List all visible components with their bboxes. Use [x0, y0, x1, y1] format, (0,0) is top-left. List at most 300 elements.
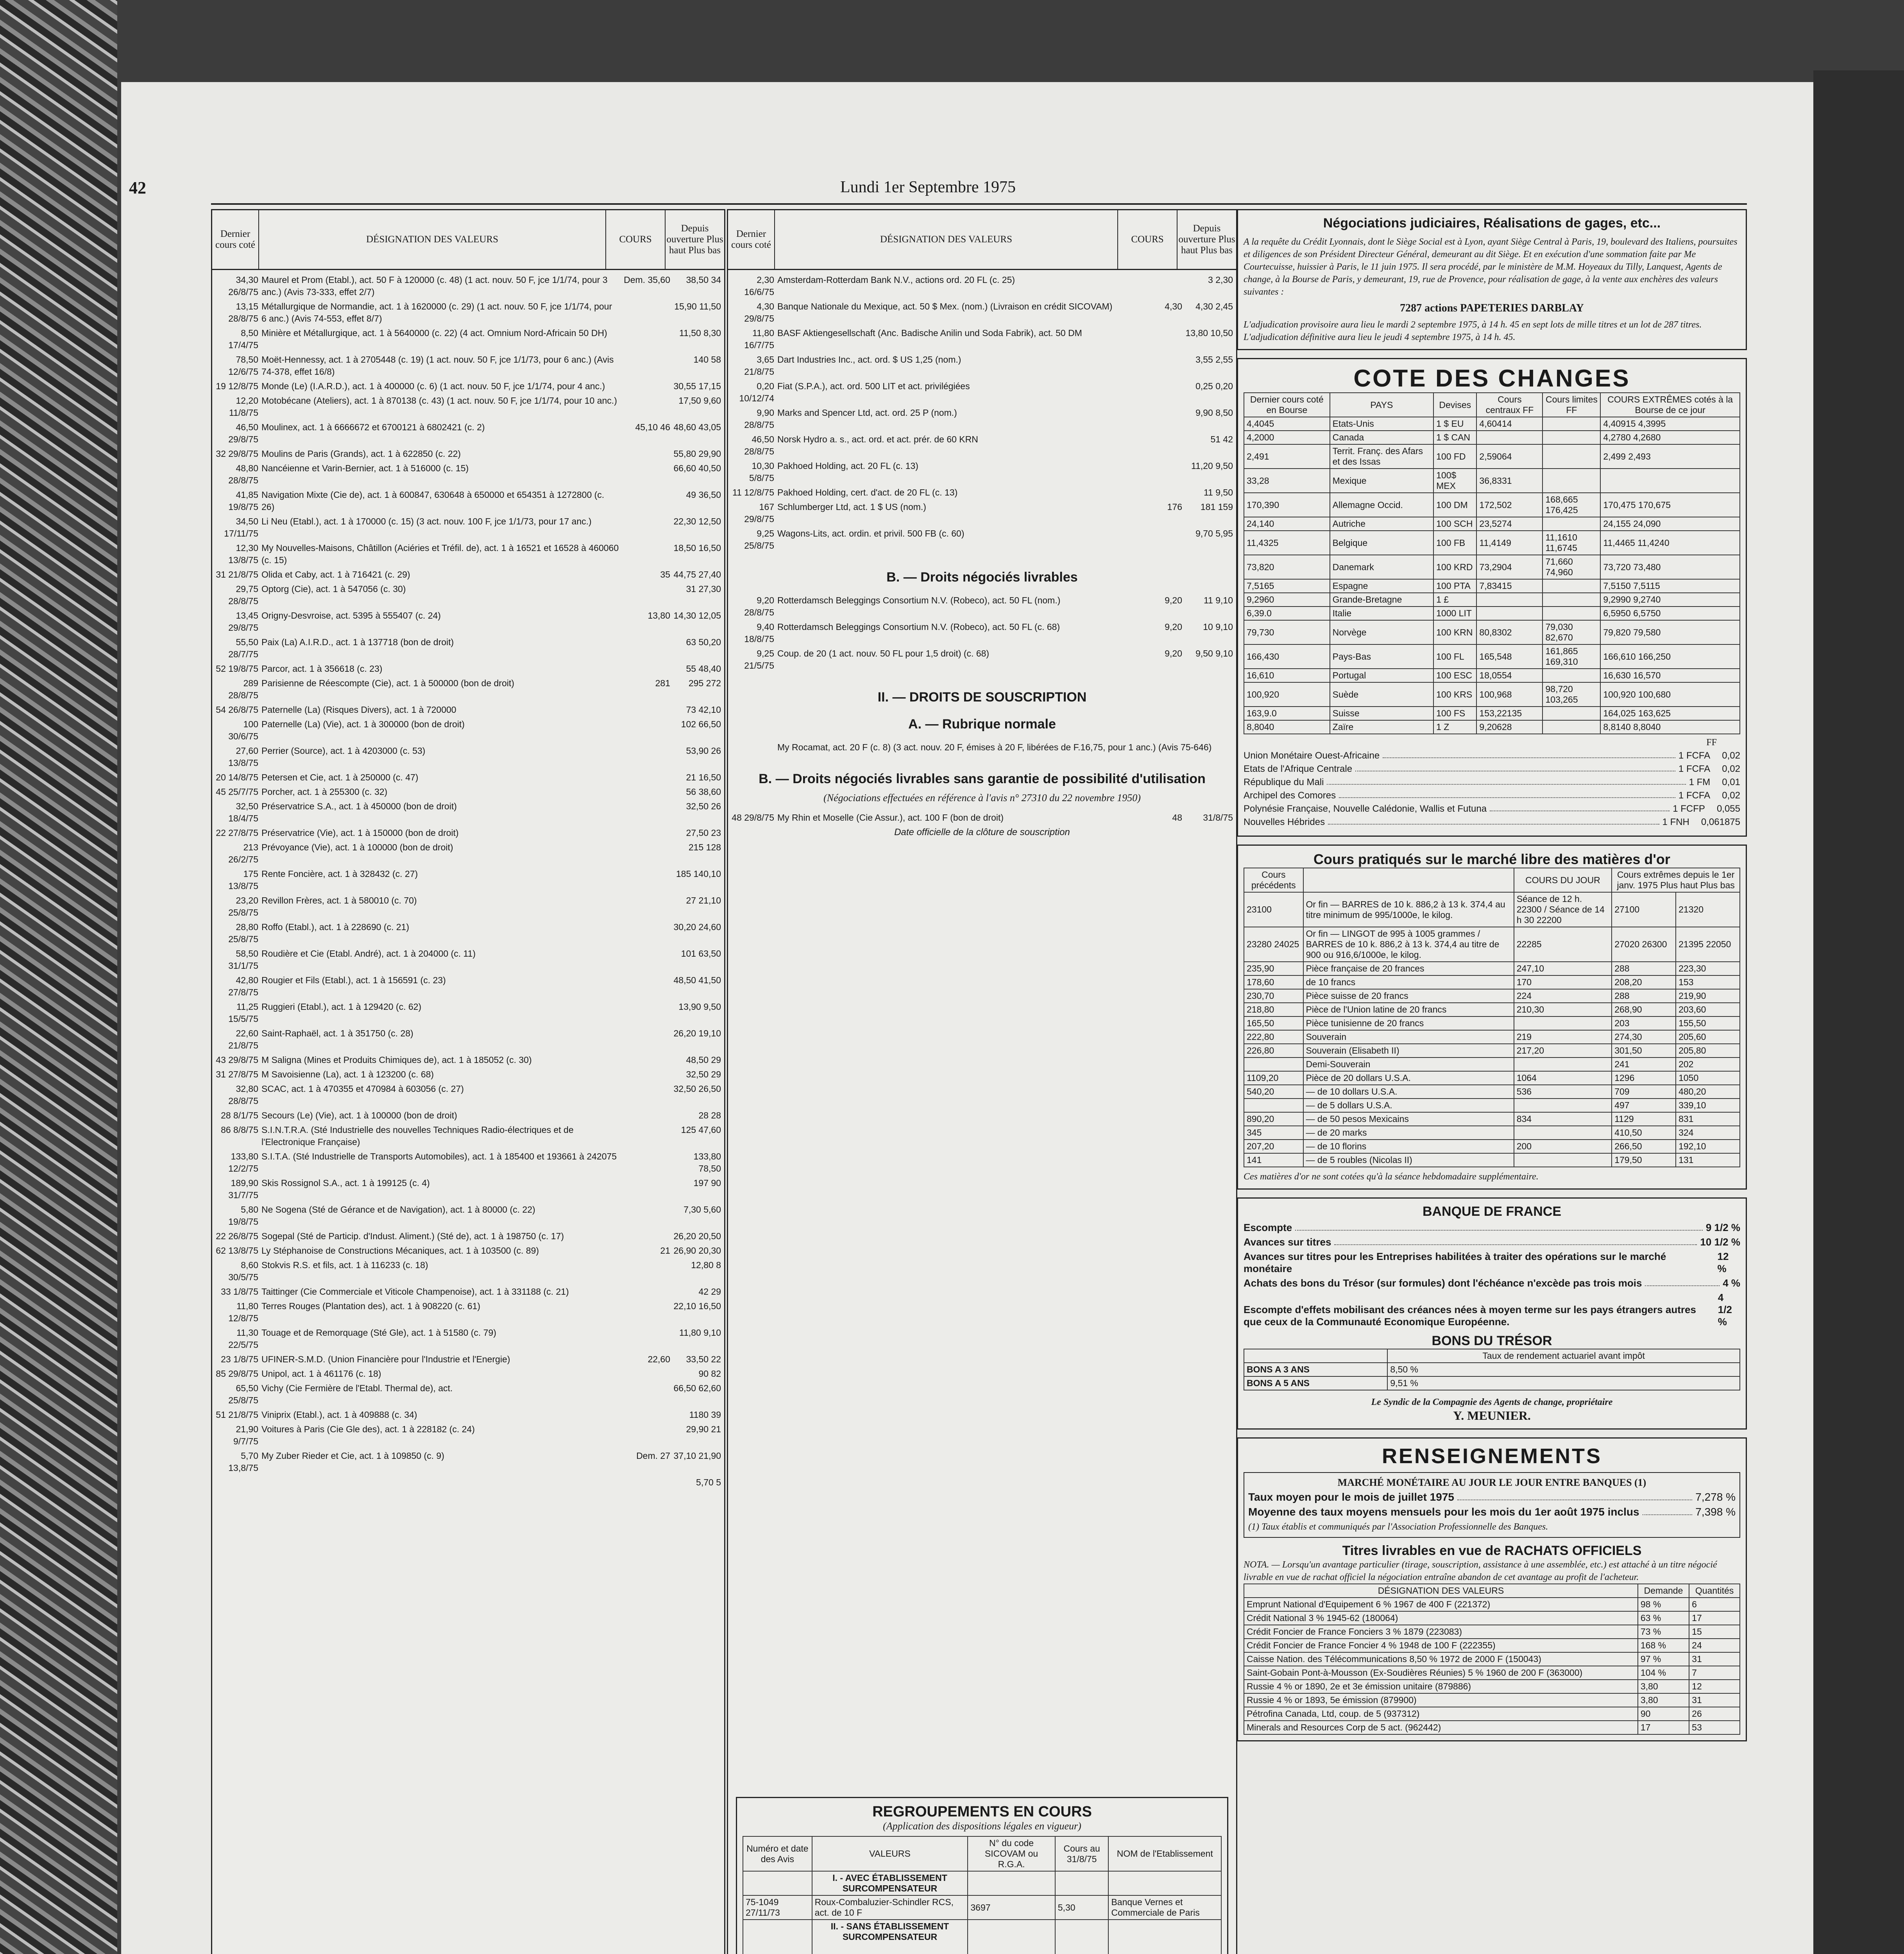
rachat-row	[1244, 1598, 1740, 1611]
or-label: Pièce suisse de 20 francs	[1303, 989, 1514, 1003]
row-cours	[619, 1001, 670, 1025]
banque-box	[1237, 1197, 1747, 1430]
or-label: Or fin — BARRES de 10 k. 886,2 à 13 k. 374,4 au titre minimum de 995/1000e, le kilog.	[1303, 892, 1514, 927]
regroupements-title: REGROUPEMENTS EN COURS	[872, 1804, 1092, 1820]
row-cote: 10,30 5/8/75	[749, 461, 774, 483]
row-cote: 31 27/8/75	[216, 1069, 258, 1079]
or-row	[1244, 1071, 1740, 1085]
rachat-row	[1244, 1680, 1740, 1693]
or-jour	[1514, 1126, 1612, 1140]
change-central: 11,4149	[1476, 531, 1543, 555]
banque-line	[1244, 1236, 1740, 1248]
row-b2	[728, 808, 1236, 843]
or-title: Cours pratiqués sur le marché libre des matières d'or	[1313, 851, 1670, 867]
row-cours	[619, 1027, 670, 1052]
table-row	[215, 1476, 721, 1489]
bons-3-value: 8,50 %	[1387, 1363, 1740, 1376]
row-cours: Dem. 27	[636, 1451, 670, 1461]
change-ext: 170,475 170,675	[1600, 493, 1740, 517]
table-row	[215, 1124, 721, 1148]
row-cote: 12,30 13/8/75	[228, 543, 258, 565]
changes-title: COTE DES CHANGES	[1353, 365, 1630, 392]
row-range: 42 29	[698, 1287, 721, 1297]
change-limites	[1543, 669, 1600, 682]
or-prev: 235,90	[1244, 962, 1303, 975]
table-row	[731, 274, 1233, 298]
row-range: 9,50 9,10	[1195, 648, 1233, 658]
change-devise: 1 $ CAN	[1433, 431, 1476, 444]
table-row	[215, 489, 721, 513]
rachat-q: 24	[1689, 1639, 1740, 1652]
row-designation: Parcor, act. 1 à 356618 (c. 23)	[261, 664, 383, 674]
section-b2-note: (Négociations effectuées en référence à l'avis n° 27310 du 22 novembre 1950)	[823, 792, 1141, 803]
rachat-dem: 98 %	[1638, 1598, 1689, 1611]
row-range: 13,90 9,50	[678, 1002, 721, 1012]
table-row	[215, 1204, 721, 1228]
table-row	[215, 1382, 721, 1406]
row-designation: Secours (Le) (Vie), act. 1 à 100000 (bon de droit)	[261, 1110, 457, 1120]
row-range: 12,80 8	[691, 1260, 721, 1270]
or-row	[1244, 1085, 1740, 1099]
table-row	[215, 841, 721, 866]
row-cours	[619, 1423, 670, 1448]
row-cours	[1131, 487, 1182, 499]
table-row	[731, 594, 1233, 619]
change-central: 172,502	[1476, 493, 1543, 517]
row-designation: M Savoisienne (La), act. 1 à 123200 (c. 68)	[261, 1069, 434, 1079]
row-cote: 189,90 31/7/75	[228, 1178, 258, 1200]
row-cote: 167 29/8/75	[744, 502, 774, 524]
or-high: 27020 26300	[1612, 927, 1676, 962]
banque-line	[1244, 1292, 1740, 1328]
row-cote: 11,80 12/8/75	[228, 1301, 258, 1323]
change-central: 100,968	[1476, 682, 1543, 707]
col-jour: COURS DU JOUR	[1514, 868, 1612, 892]
col-last: Dernier cours coté en Bourse	[1244, 393, 1330, 417]
ff-label: FF	[1706, 737, 1717, 748]
changes-table	[1244, 392, 1740, 734]
row-designation: Taittinger (Cie Commerciale et Viticole Champenoise), act. 1 à 331188 (c. 21)	[261, 1287, 569, 1297]
header-cours: COURS	[1118, 210, 1177, 269]
change-central: 36,8331	[1476, 469, 1543, 493]
rachat-row	[1244, 1639, 1740, 1652]
change-pays: Portugal	[1330, 669, 1433, 682]
rachat-dem: 168 %	[1638, 1639, 1689, 1652]
or-jour: 536	[1514, 1085, 1612, 1099]
row-cours	[619, 1230, 670, 1242]
row-designation: Touage et de Remorquage (Sté Gle), act. 1 à 51580 (c. 79)	[261, 1328, 496, 1338]
change-ext: 8,8140 8,8040	[1600, 720, 1740, 734]
change-ext: 166,610 166,250	[1600, 644, 1740, 669]
section-b-title: B. — Droits négociés livrables	[886, 570, 1078, 585]
or-high: 266,50	[1612, 1140, 1676, 1153]
or-low: 155,50	[1676, 1016, 1740, 1030]
table-row	[215, 274, 721, 298]
table-row	[215, 771, 721, 784]
change-pays: Espagne	[1330, 579, 1433, 593]
row-cote: 175 13/8/75	[228, 869, 258, 891]
left-rows	[212, 270, 724, 1495]
row-designation: Prévoyance (Vie), act. 1 à 100000 (bon de droit)	[261, 842, 453, 852]
table-row	[215, 868, 721, 892]
row-cote	[215, 1476, 261, 1489]
row-designation: Monde (Le) (I.A.R.D.), act. 1 à 400000 (c. 6) (1 act. nouv. 50 F, jce 1/1/74, pour 4 anc.)	[261, 381, 605, 391]
or-high: 709	[1612, 1085, 1676, 1099]
or-label: Pièce tunisienne de 20 francs	[1303, 1016, 1514, 1030]
or-high: 203	[1612, 1016, 1676, 1030]
table-row	[215, 421, 721, 446]
row-cote: 27,60 13/8/75	[228, 746, 258, 768]
row-designation: UFINER-S.M.D. (Union Financière pour l'Industrie et l'Energie)	[261, 1354, 510, 1364]
table-row	[215, 380, 721, 392]
row-cote: 85 29/8/75	[216, 1369, 258, 1379]
row-cote: 45 25/7/75	[216, 787, 258, 797]
or-label: Or fin — LINGOT de 995 à 1005 grammes / BARRES de 10 k. 886,2 à 13 k. 374,4 au titre de 900 ou 916,6/1000e, le kilog.	[1303, 927, 1514, 962]
table-row	[215, 1109, 721, 1122]
col-quantites: Quantités	[1689, 1584, 1740, 1598]
change-limites: 79,030 82,670	[1543, 620, 1600, 644]
row-cote: 22 27/8/75	[216, 828, 258, 838]
or-low: 203,60	[1676, 1003, 1740, 1016]
table-row	[215, 462, 721, 487]
or-label: de 10 francs	[1303, 975, 1514, 989]
row-range: 140 58	[693, 354, 721, 365]
change-limites	[1543, 720, 1600, 734]
rachats-nota: NOTA. — Lorsqu'un avantage particulier (tirage, souscription, assistance à une assemblée, etc.) est attaché à un titre négocié livrable en vue de rachat officiel la négociation entraîne abandon de cet avantage au profit de l'acheteur.	[1244, 1560, 1717, 1582]
header-designation: DÉSIGNATION DES VALEURS	[775, 210, 1118, 269]
row-cote: 32,50 18/4/75	[228, 801, 258, 823]
row-cote: 23,20 25/8/75	[228, 895, 258, 918]
change-ext: 4,40915 4,3995	[1600, 417, 1740, 431]
change-row	[1244, 720, 1740, 734]
row-cote: 48 29/8/75	[732, 812, 774, 823]
row-cours: 9,20	[1165, 595, 1182, 605]
date-cloture-label: Date officielle de la clôture de souscription	[894, 827, 1070, 837]
row-designation: Optorg (Cie), act. 1 à 547056 (c. 30)	[261, 584, 406, 594]
table-row	[215, 1151, 721, 1175]
change-limites	[1543, 607, 1600, 620]
or-label: Pièce de 20 dollars U.S.A.	[1303, 1071, 1514, 1085]
bons-3-label: BONS A 3 ANS	[1244, 1363, 1387, 1376]
bons-table	[1244, 1349, 1740, 1390]
row-range: 295 272	[688, 678, 721, 688]
rachat-dem: 104 %	[1638, 1666, 1689, 1680]
table-row	[215, 1327, 721, 1351]
or-high: 179,50	[1612, 1153, 1676, 1167]
change-devise: 100 KRS	[1433, 682, 1476, 707]
row-cours	[1131, 528, 1182, 552]
row-cours	[619, 1259, 670, 1283]
row-cours	[619, 1068, 670, 1081]
change-ext: 73,720 73,480	[1600, 555, 1740, 579]
row-range: 11,20 9,50	[1191, 461, 1233, 471]
row-cote: 34,30 26/8/75	[228, 275, 258, 297]
row-cote: 54 26/8/75	[216, 705, 258, 715]
row-cours	[619, 462, 670, 487]
rachat-q: 31	[1689, 1652, 1740, 1666]
change-pays: Italie	[1330, 607, 1433, 620]
row-designation: BASF Aktiengesellschaft (Anc. Badische Anilin und Soda Fabrik), act. 50 DM	[777, 328, 1082, 338]
row-designation: Schlumberger Ltd, act. 1 $ US (nom.)	[777, 502, 926, 512]
taux-juillet-value: 7,278 %	[1695, 1491, 1736, 1503]
or-jour: 224	[1514, 989, 1612, 1003]
row-cours	[619, 895, 670, 919]
change-devise: 100 FD	[1433, 444, 1476, 469]
col-extremes: COURS EXTRÊMES cotés à la Bourse de ce jour	[1600, 393, 1740, 417]
row-cours	[1131, 354, 1182, 378]
change-central	[1476, 607, 1543, 620]
or-high: 27100	[1612, 892, 1676, 927]
zone-name: Etats de l'Afrique Centrale	[1244, 764, 1353, 774]
or-prev: 890,20	[1244, 1112, 1303, 1126]
cours-cell: 5,30	[1055, 1895, 1109, 1920]
change-ext: 11,4465 11,4240	[1600, 531, 1740, 555]
change-ext: 79,820 79,580	[1600, 620, 1740, 644]
table-row	[731, 433, 1233, 458]
or-row	[1244, 1099, 1740, 1112]
row-cours	[619, 827, 670, 839]
change-limites	[1543, 469, 1600, 493]
row-designation: Roffo (Etabl.), act. 1 à 228690 (c. 21)	[261, 922, 410, 932]
or-row	[1244, 1058, 1740, 1071]
row-cours	[619, 515, 670, 540]
row-cours	[619, 868, 670, 892]
zone-line	[1244, 817, 1740, 828]
table-row	[215, 569, 721, 581]
row-cours: 281	[655, 678, 670, 688]
row-designation: Parisienne de Réescompte (Cie), act. 1 à 500000 (bon de droit)	[261, 678, 514, 688]
rachat-d: Minerals and Resources Corp de 5 act. (962442)	[1244, 1721, 1638, 1734]
row-range: 14,30 12,05	[673, 610, 721, 621]
table-row	[215, 718, 721, 743]
table-row	[215, 448, 721, 460]
row-cote: 0,20 10/12/74	[739, 381, 774, 403]
table-row	[215, 301, 721, 325]
row-cote: 32 29/8/75	[216, 449, 258, 459]
banque-value: 4 %	[1723, 1277, 1740, 1289]
row-range: 11,80 9,10	[679, 1328, 721, 1338]
change-central: 2,59064	[1476, 444, 1543, 469]
change-last: 166,430	[1244, 644, 1330, 669]
table-row	[215, 395, 721, 419]
rachat-dem: 63 %	[1638, 1611, 1689, 1625]
or-prev: 230,70	[1244, 989, 1303, 1003]
zone-unit: 1 FM	[1689, 777, 1711, 787]
banque-value: 9 1/2 %	[1705, 1222, 1740, 1233]
row-range: 11 9,10	[1203, 595, 1233, 605]
or-prev: 207,20	[1244, 1140, 1303, 1153]
zone-unit: 1 FCFA	[1678, 764, 1711, 774]
change-devise: 100 DM	[1433, 493, 1476, 517]
banque-line	[1244, 1277, 1740, 1289]
row-designation: Paternelle (La) (Vie), act. 1 à 300000 (bon de droit)	[261, 719, 465, 729]
row-cours	[619, 583, 670, 607]
change-devise: 100 KRD	[1433, 555, 1476, 579]
row-cote: 11,80 16/7/75	[744, 328, 774, 350]
row-range: 27 21,10	[686, 895, 721, 905]
change-row	[1244, 579, 1740, 593]
zone-value: 0,02	[1722, 790, 1740, 801]
table-row	[731, 501, 1233, 525]
row-range: 38,50 34	[686, 275, 721, 285]
table-row	[731, 327, 1233, 351]
row-cours	[1131, 460, 1182, 484]
or-label: — de 5 roubles (Nicolas II)	[1303, 1153, 1514, 1167]
change-central: 165,548	[1476, 644, 1543, 669]
row-cours	[619, 745, 670, 769]
or-jour	[1514, 1099, 1612, 1112]
or-row	[1244, 989, 1740, 1003]
change-ext: 24,155 24,090	[1600, 517, 1740, 531]
change-ext: 16,630 16,570	[1600, 669, 1740, 682]
change-pays: Territ. Franç. des Afars et des Issas	[1330, 444, 1433, 469]
rachats-title: Titres livrables en vue de RACHATS OFFICIELS	[1342, 1543, 1642, 1558]
change-ext: 164,025 163,625	[1600, 707, 1740, 720]
change-last: 73,820	[1244, 555, 1330, 579]
change-row	[1244, 493, 1740, 517]
change-devise: 100 KRN	[1433, 620, 1476, 644]
row-range: 1180 39	[689, 1410, 721, 1420]
change-limites	[1543, 444, 1600, 469]
row-designation: Unipol, act. 1 à 461176 (c. 18)	[261, 1369, 381, 1379]
row-range: 133,80 78,50	[693, 1151, 721, 1174]
or-low: 1050	[1676, 1071, 1740, 1085]
table-row	[215, 1245, 721, 1257]
row-cote: 86 8/8/75	[221, 1125, 258, 1135]
row-designation: Norsk Hydro a. s., act. ord. et act. prér. de 60 KRN	[777, 434, 978, 444]
row-range: 53,90 26	[686, 746, 721, 756]
row-range: 22,30 12,50	[673, 516, 721, 526]
table-row	[215, 610, 721, 634]
change-row	[1244, 444, 1740, 469]
row-designation: Amsterdam-Rotterdam Bank N.V., actions ord. 20 FL (c. 25)	[777, 275, 1015, 285]
zone-dots	[1339, 797, 1675, 798]
change-last: 4,4045	[1244, 417, 1330, 431]
row-range: 3 2,30	[1208, 275, 1233, 285]
table-row	[215, 1054, 721, 1066]
table-row	[215, 1259, 721, 1283]
or-low: 153	[1676, 975, 1740, 989]
rachat-q: 53	[1689, 1721, 1740, 1734]
row-cote: 22,60 21/8/75	[228, 1028, 258, 1050]
row-designation: Roudière et Cie (Etabl. André), act. 1 à 204000 (c. 11)	[261, 948, 476, 959]
change-last: 100,920	[1244, 682, 1330, 707]
or-prev: 540,20	[1244, 1085, 1303, 1099]
or-jour	[1514, 1016, 1612, 1030]
banque-line	[1244, 1222, 1740, 1234]
row-range: 102 66,50	[681, 719, 721, 729]
or-high: 288	[1612, 989, 1676, 1003]
etab-cell: Banque Vernes et Commerciale de Paris	[1108, 1895, 1221, 1920]
header-cours: COURS	[606, 210, 666, 269]
group-avec: I. - AVEC ÉTABLISSEMENT SURCOMPENSATEUR	[812, 1871, 968, 1895]
or-prev: 1109,20	[1244, 1071, 1303, 1085]
row-range: 15,90 11,50	[674, 301, 721, 311]
row-cours: 176	[1167, 502, 1182, 512]
syndic-line: Le Syndic de la Compagnie des Agents de change, propriétaire	[1371, 1397, 1613, 1407]
change-devise: 100 ESC	[1433, 669, 1476, 682]
banque-label: Avances sur titres pour les Entreprises habilitées à traiter des opérations sur le marché monétaire	[1244, 1251, 1666, 1274]
row-cote: 9,25 25/8/75	[744, 528, 774, 551]
change-row	[1244, 607, 1740, 620]
bons-title: BONS DU TRÉSOR	[1432, 1333, 1552, 1348]
table-row	[215, 515, 721, 540]
change-devise: 100 FS	[1433, 707, 1476, 720]
change-limites	[1543, 593, 1600, 607]
row-designation: Maurel et Prom (Etabl.), act. 50 F à 120000 (c. 48) (1 act. nouv. 50 F, jce 1/1/74, pour 3 anc.) (Avis 73-333, effet 2/7)	[261, 275, 608, 297]
or-high: 410,50	[1612, 1126, 1676, 1140]
row-cours	[619, 1177, 670, 1201]
or-jour: 170	[1514, 975, 1612, 989]
change-devise: 1 £	[1433, 593, 1476, 607]
or-high: 241	[1612, 1058, 1676, 1071]
row-range: 63 50,20	[686, 637, 721, 647]
row-cote: 9,40 18/8/75	[744, 622, 774, 644]
table-row	[731, 354, 1233, 378]
change-devise: 100$ MEX	[1433, 469, 1476, 493]
row-cote: 213 26/2/75	[228, 842, 258, 864]
row-designation: Terres Rouges (Plantation des), act. 1 à 908220 (c. 61)	[261, 1301, 480, 1311]
row-cote: 42,80 27/8/75	[228, 975, 258, 997]
section-a-title: A. — Rubrique normale	[908, 717, 1056, 732]
row-cours	[1131, 433, 1182, 458]
row-designation: Banque Nationale du Mexique, act. 50 $ Mex. (nom.) (Livraison en crédit SICOVAM)	[777, 301, 1113, 311]
row-designation: Moulins de Paris (Grands), act. 1 à 622850 (c. 22)	[261, 449, 461, 459]
row-designation: Porcher, act. 1 à 255300 (c. 32)	[261, 787, 388, 797]
or-prev: 345	[1244, 1126, 1303, 1140]
zone-line	[1244, 777, 1740, 788]
row-range: 29,90 21	[686, 1424, 721, 1434]
or-label: Souverain (Elisabeth II)	[1303, 1044, 1514, 1058]
regroupements-table	[743, 1836, 1222, 1954]
negociations-title: Négociations judiciaires, Réalisations de gages, etc...	[1323, 216, 1661, 231]
change-last: 163,9.0	[1244, 707, 1330, 720]
row-cote: 22 26/8/75	[216, 1231, 258, 1241]
or-prev: 23280 24025	[1244, 927, 1303, 962]
row-range: 5,70 5	[696, 1477, 721, 1487]
change-row	[1244, 669, 1740, 682]
row-cours	[619, 1204, 670, 1228]
row-cote: 9,20 28/8/75	[744, 595, 774, 617]
row-cote: 11,30 22/5/75	[228, 1328, 258, 1350]
rachat-d: Pétrofina Canada, Ltd, coup. de 5 (937312)	[1244, 1707, 1638, 1721]
row-range: 13,80 10,50	[1185, 328, 1233, 338]
change-row	[1244, 469, 1740, 493]
row-range: 44,75 27,40	[673, 569, 721, 580]
row-cours	[619, 1286, 670, 1298]
row-cours	[619, 771, 670, 784]
rachat-dem: 90	[1638, 1707, 1689, 1721]
row-range: 21 16,50	[686, 772, 721, 782]
row-designation: Petersen et Cie, act. 1 à 250000 (c. 47)	[261, 772, 419, 782]
row-cours	[619, 489, 670, 513]
or-row	[1244, 1112, 1740, 1126]
table-row	[215, 1083, 721, 1107]
change-ext: 9,2990 9,2740	[1600, 593, 1740, 607]
table-row	[215, 786, 721, 798]
change-central: 73,2904	[1476, 555, 1543, 579]
negociations-box	[1237, 209, 1747, 350]
row-designation: Navigation Mixte (Cie de), act. 1 à 600847, 630648 à 650000 et 654351 à 1272800 (c. 26)	[261, 490, 605, 512]
row-cote: 5,80 19/8/75	[228, 1204, 258, 1227]
change-devise: 100 PTA	[1433, 579, 1476, 593]
syndic-name: Y. MEUNIER.	[1453, 1408, 1531, 1423]
change-ext: 2,499 2,493	[1600, 444, 1740, 469]
or-row	[1244, 1153, 1740, 1167]
left-listing-column	[211, 209, 725, 1954]
rachat-q: 6	[1689, 1598, 1740, 1611]
row-cote: 78,50 12/6/75	[228, 354, 258, 377]
